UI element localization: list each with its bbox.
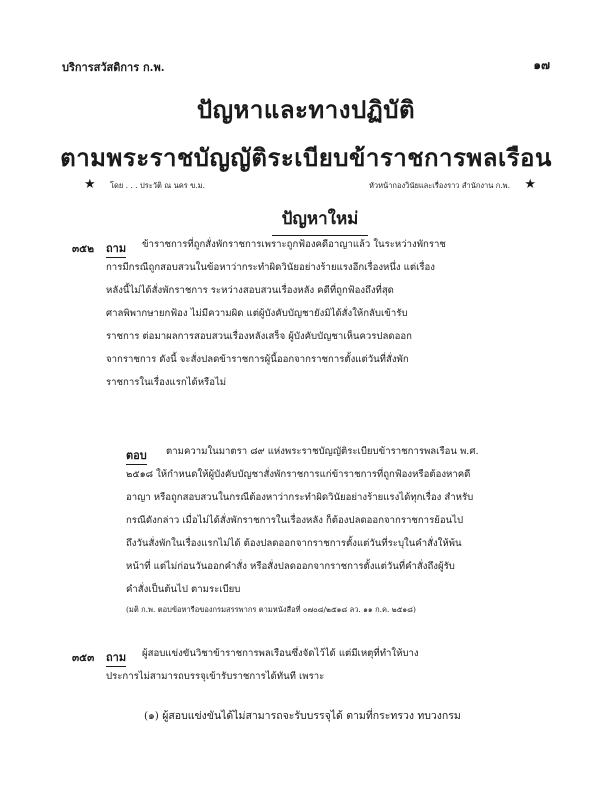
star-icon: ★ (524, 177, 536, 192)
article-title-line2: ตามพระราชบัญญัติระเบียบข้าราชการพลเรือน (60, 143, 552, 172)
question-line: ข้าราชการที่ถูกสั่งพักราชการเพราะถูกฟ้องคดีอาญาแล้ว ในระหว่างพักราช (142, 239, 446, 250)
question-text (142, 642, 570, 665)
reference-note: (มติ ก.พ. ตอบข้อหารือของกรมสรรพากร ตามหนังสือที่ ๐๗๐๘/๒๕๑๘ ลว. ๑๑ ก.ค. ๒๕๑๘) (126, 605, 416, 614)
answer-line: ตามความในมาตรา ๘๙ แห่งพระราชบัญญัติระเบียบข้าราชการพลเรือน พ.ศ. (166, 446, 479, 457)
question-text-continued (106, 665, 570, 688)
question-line: ราชการในเรื่องแรกได้หรือไม่ (106, 377, 227, 388)
article-title-line1: ปัญหาและทางปฏิบัติ (196, 95, 416, 124)
question-sub-item: (๑) ผู้สอบแข่งขันได้ไม่สามารถจะรับบรรจุได้ ตามที่กระทรวง ทบวงกรม (144, 710, 461, 722)
answer-text-continued (126, 463, 570, 601)
answer-text (166, 440, 570, 463)
question-line: การมีกรณีถูกสอบสวนในข้อหาว่ากระทำผิดวินัยอย่างร้ายแรงอีกเรื่องหนึ่ง แต่เรื่อง (106, 262, 435, 273)
answer-line: คำสั่งเป็นต้นไป ตามระเบียบ (126, 584, 241, 595)
question-line: ผู้สอบแข่งขันวิชาข้าราชการพลเรือนซึ่งจัดไว้ได้ แต่มีเหตุที่ทำให้บาง (142, 648, 419, 659)
answer-line: กรณีดังกล่าว เมื่อไม่ได้สั่งพักราชการในเรื่องหลัง ก็ต้องปลดออกจากราชการย้อนไป (126, 515, 464, 526)
question-number: ๓๕๒ (72, 243, 95, 255)
question-line: หลังนี้ไม่ได้สั่งพักราชการ ระหว่างสอบสวนเรื่องหลัง คดีที่ถูกฟ้องถึงที่สุด (106, 285, 394, 296)
question-number: ๓๕๓ (72, 652, 95, 664)
answer-line: ถึงวันสั่งพักในเรื่องแรกไม่ได้ ต้องปลดออกจากราชการตั้งแต่วันที่ระบุในคำสั่งให้พ้น (126, 538, 462, 549)
answer-label: ตอบ (126, 446, 147, 464)
question-label: ถาม (106, 648, 126, 666)
page-number: ๑๗ (533, 58, 550, 72)
running-title: บริการสวัสดิการ ก.พ. (62, 61, 165, 74)
question-line: ประการไม่สามารถบรรจุเข้ารับราชการได้ทันที เพราะ (106, 671, 325, 682)
question-label: ถาม (106, 239, 126, 257)
question-line: ราชการ ต่อมาผลการสอบสวนเรื่องหลังเสร็จ ผู้บังคับบัญชาเห็นควรปลดออก (106, 331, 412, 342)
star-icon: ★ (84, 177, 96, 192)
question-text (142, 233, 570, 256)
question-line: ศาลพิพากษายกฟ้อง ไม่มีความผิด แต่ผู้บังคับบัญชายังมิได้สั่งให้กลับเข้ารับ (106, 308, 408, 319)
answer-line: ๒๕๑๘ ให้กำหนดให้ผู้บังคับบัญชาสั่งพักราชการแก่ข้าราชการที่ถูกฟ้องหรือต้องหาคดี (126, 469, 471, 480)
byline-author: โดย . . . ประวัติ ณ นคร ข.ม. (110, 181, 206, 190)
byline-affiliation: หัวหน้ากองวินัยและเรื่องราว สำนักงาน ก.พ. (368, 181, 510, 190)
section-heading: ปัญหาใหม่ (270, 205, 370, 232)
question-line: จากราชการ ดังนี้ จะสั่งปลดข้าราชการผู้นี้ออกจากราชการตั้งแต่วันที่สั่งพัก (106, 354, 409, 365)
answer-line: อาญา หรือถูกสอบสวนในกรณีต้องหาว่ากระทำผิดวินัยอย่างร้ายแรงได้ทุกเรื่อง สำหรับ (126, 492, 474, 503)
answer-line: หน้าที่ แต่ไม่ก่อนวันออกคำสั่ง หรือสั่งปลดออกจากราชการตั้งแต่วันที่คำสั่งถึงผู้รับ (126, 561, 455, 572)
question-text-continued (106, 256, 570, 394)
